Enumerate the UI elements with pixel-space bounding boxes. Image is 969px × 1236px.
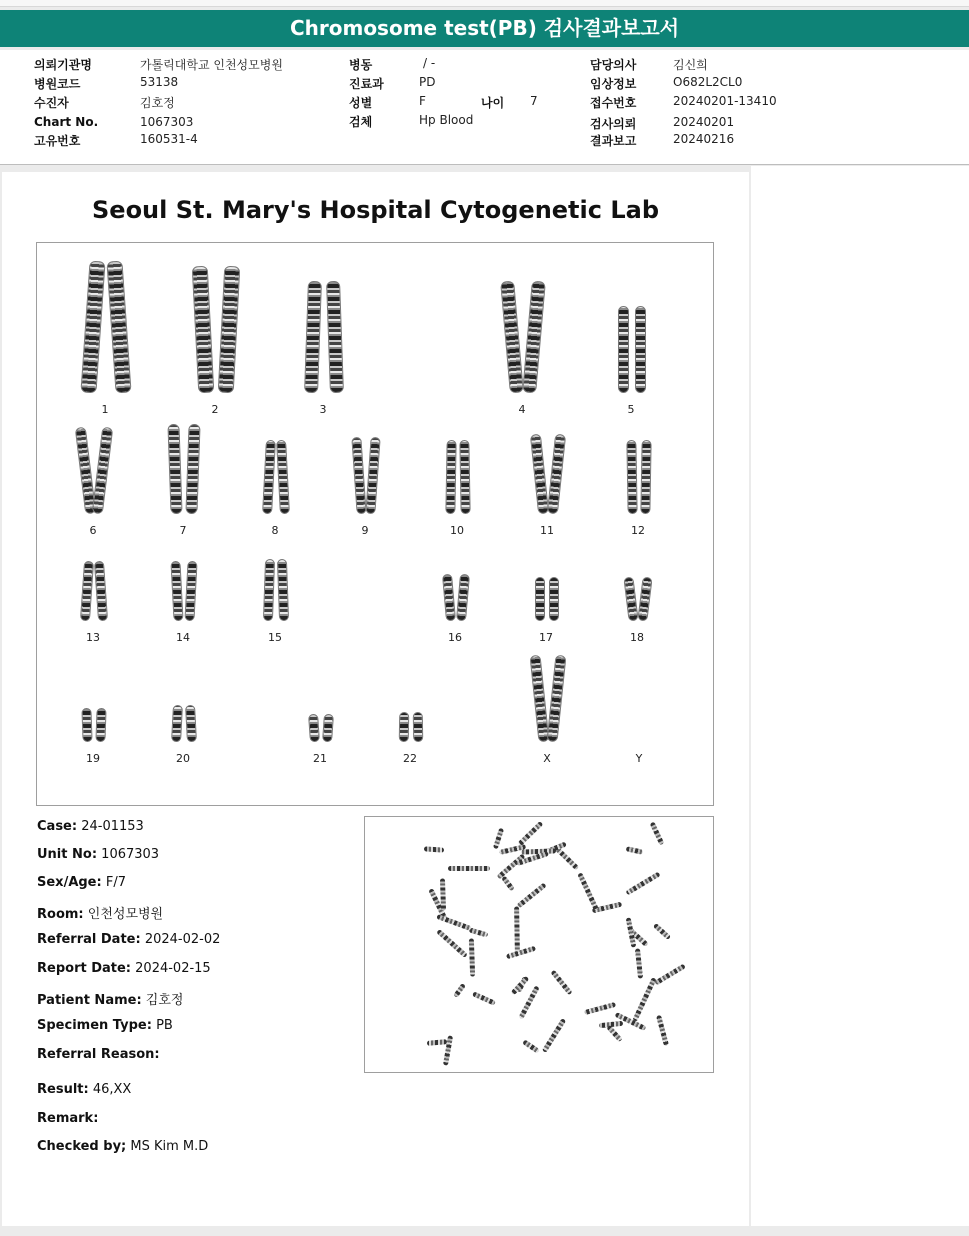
metaphase-chromosome (424, 847, 444, 853)
label-request-date: 검사의뢰 (590, 117, 637, 131)
label-department: 진료과 (349, 77, 384, 91)
metaphase-chromosome (633, 977, 657, 1022)
top-strip (0, 0, 969, 7)
value-patient: 김호정 (140, 96, 175, 110)
chromosome-5-2 (635, 306, 646, 393)
metaphase-chromosome (656, 1015, 669, 1046)
chromosome-label: 13 (86, 631, 100, 644)
metaphase-chromosome (607, 1024, 623, 1041)
label-age: 나이 (481, 96, 505, 110)
value-age: 7 (530, 94, 538, 108)
case-value: 24-01153 (81, 819, 144, 834)
chromosome-label: 7 (179, 524, 187, 537)
chromosome-14-1 (170, 561, 183, 621)
chromosome-8-1 (262, 440, 276, 514)
chromosome-label: 15 (268, 631, 282, 644)
chromosome-1-1 (81, 261, 106, 394)
unit-label: Unit No: (37, 847, 98, 862)
chromosome-7-1 (167, 424, 182, 514)
report-date-value: 2024-02-15 (135, 961, 211, 976)
label-unique-no: 고유번호 (34, 134, 81, 148)
metaphase-chromosome (654, 964, 686, 986)
metaphase-chromosome (505, 946, 535, 960)
label-doctor: 담당의사 (590, 58, 637, 72)
sexage-row (37, 875, 126, 890)
metaphase-chromosome (472, 992, 496, 1006)
metaphase-chromosome (514, 906, 520, 954)
label-patient: 수진자 (34, 96, 69, 110)
patient-info-block (0, 50, 969, 165)
label-specimen: 검체 (349, 115, 373, 129)
metaphase-chromosome (469, 939, 475, 977)
unit-row (37, 847, 159, 862)
chromosome-2-2 (217, 266, 240, 394)
value-institution: 가톨릭대학교 인천성모병원 (140, 58, 283, 72)
chromosome-label: 11 (540, 524, 554, 537)
chromosome-4-1 (500, 281, 524, 394)
value-hospital-code: 53138 (140, 75, 179, 89)
label-ward: 병동 (349, 58, 373, 72)
metaphase-chromosome (625, 871, 660, 895)
case-row (37, 819, 144, 834)
blank-side-panel (751, 166, 969, 1226)
chromosome-4-2 (522, 281, 546, 394)
metaphase-chromosome (578, 873, 599, 911)
room-value: 인천성모병원 (87, 907, 164, 922)
chromosome-label: 22 (403, 752, 417, 765)
chromosome-18-1 (623, 577, 638, 622)
label-institution: 의뢰기관명 (34, 58, 92, 72)
chromosome-label: 16 (448, 631, 462, 644)
metaphase-chromosome (497, 853, 526, 879)
referral-reason-row (37, 1047, 160, 1062)
patient-name-label: Patient Name: (37, 993, 142, 1008)
value-doctor: 김신희 (673, 58, 708, 72)
chromosome-label: 21 (313, 752, 327, 765)
chromosome-label: 19 (86, 752, 100, 765)
chromosome-21-1 (308, 714, 320, 743)
chromosome-8-2 (276, 440, 290, 514)
chromosome-label: 2 (211, 403, 219, 416)
result-label: Result: (37, 1082, 89, 1097)
label-report-date: 결과보고 (590, 134, 637, 148)
chromosome-label: 20 (176, 752, 190, 765)
chromosome-11-1 (530, 434, 549, 515)
lab-title: Seoul St. Mary's Hospital Cytogenetic Lab (92, 196, 659, 224)
chromosome-3-1 (304, 281, 322, 393)
metaphase-chromosome (649, 821, 664, 845)
room-label: Room: (37, 907, 84, 922)
chromosome-label: 18 (630, 631, 644, 644)
sexage-label: Sex/Age: (37, 875, 102, 890)
chromosome-9-1 (351, 437, 366, 515)
referral-date-label: Referral Date: (37, 932, 141, 947)
value-receipt-no: 20240201-13410 (673, 94, 777, 108)
value-report-date: 20240216 (673, 132, 735, 146)
specimen-label: Specimen Type: (37, 1018, 152, 1033)
metaphase-image (364, 816, 714, 1073)
chromosome-20-2 (185, 705, 197, 742)
metaphase-chromosome (542, 1018, 566, 1053)
chromosome-13-2 (94, 561, 108, 622)
value-request-date: 20240201 (673, 115, 735, 129)
chromosome-label: 14 (176, 631, 190, 644)
chromosome-3-2 (326, 281, 344, 393)
chromosome-label: 4 (518, 403, 526, 416)
chromosome-label: X (543, 752, 551, 765)
chromosome-14-2 (185, 561, 198, 621)
label-receipt-no: 접수번호 (590, 96, 637, 110)
chromosome-6-2 (91, 427, 113, 515)
chromosome-20-1 (171, 705, 183, 742)
patient-name-row (37, 989, 183, 1008)
checked-by-label: Checked by; (37, 1139, 127, 1154)
chromosome-label: 6 (89, 524, 97, 537)
chromosome-10-2 (460, 440, 471, 514)
value-unique-no: 160531-4 (140, 132, 198, 146)
remark-label: Remark: (37, 1111, 99, 1126)
metaphase-chromosome (427, 1039, 447, 1046)
result-value: 46,XX (92, 1082, 132, 1097)
label-sex: 성별 (349, 96, 373, 110)
chromosome-17-1 (535, 577, 545, 621)
metaphase-chromosome (517, 821, 543, 846)
chromosome-label: 9 (361, 524, 369, 537)
report-title: Chromosome test(PB) 검사결과보고서 (0, 10, 969, 47)
value-sex: F (419, 94, 426, 108)
metaphase-chromosome (440, 878, 446, 910)
metaphase-chromosome (522, 1039, 540, 1053)
checked-by-row (37, 1139, 208, 1154)
chromosome-21-2 (322, 714, 334, 743)
referral-reason-label: Referral Reason: (37, 1047, 160, 1062)
metaphase-chromosome (502, 875, 516, 891)
specimen-value: PB (156, 1018, 173, 1033)
value-ward: / - (423, 56, 436, 70)
chromosome-12-2 (641, 440, 652, 514)
chromosome-label: 17 (539, 631, 553, 644)
metaphase-chromosome (652, 923, 670, 940)
metaphase-chromosome (468, 928, 488, 938)
chromosome-16-2 (456, 574, 470, 622)
value-clinical-info: O682L2CL0 (673, 75, 743, 89)
metaphase-chromosome (453, 983, 466, 998)
checked-by-value: MS Kim M.D (130, 1139, 209, 1154)
metaphase-chromosome (635, 948, 643, 978)
patient-name-value: 김호정 (145, 993, 184, 1008)
metaphase-chromosome (436, 914, 472, 931)
chromosome-11-2 (546, 434, 565, 515)
label-chart-no: Chart No. (34, 115, 99, 129)
chromosome-22-1 (399, 712, 410, 742)
metaphase-chromosome (516, 883, 546, 909)
chromosome-18-2 (638, 577, 653, 622)
metaphase-chromosome (550, 970, 572, 996)
chromosome-label: 10 (450, 524, 464, 537)
referral-date-row (37, 932, 220, 947)
value-chart-no: 1067303 (140, 115, 194, 129)
chromosome-label: 5 (627, 403, 635, 416)
metaphase-chromosome (584, 1002, 616, 1015)
metaphase-chromosome (437, 929, 469, 958)
metaphase-chromosome (626, 846, 644, 854)
chromosome-label: 8 (271, 524, 279, 537)
chromosome-22-2 (413, 712, 424, 742)
chromosome-X-2 (546, 655, 566, 743)
report-date-label: Report Date: (37, 961, 132, 976)
remark-row (37, 1111, 98, 1126)
chromosome-12-1 (626, 440, 637, 514)
sexage-value: F/7 (105, 875, 126, 890)
chromosome-19-1 (81, 708, 92, 742)
unit-value: 1067303 (101, 847, 160, 862)
chromosome-16-1 (442, 574, 456, 622)
chromosome-2-1 (192, 266, 215, 394)
report-date-row (37, 961, 211, 976)
chromosome-5-1 (618, 306, 629, 393)
karyogram-image (36, 242, 714, 806)
chromosome-1-2 (106, 261, 131, 394)
chromosome-15-1 (263, 559, 275, 621)
chromosome-15-2 (277, 559, 289, 621)
chromosome-label: Y (635, 752, 643, 765)
value-specimen: Hp Blood (419, 113, 474, 127)
label-clinical-info: 임상정보 (590, 77, 637, 91)
room-row (37, 903, 163, 922)
result-row (37, 1082, 131, 1097)
label-hospital-code: 병원코드 (34, 77, 81, 91)
chromosome-label: 3 (319, 403, 327, 416)
chromosome-9-2 (366, 437, 381, 515)
chromosome-label: 1 (101, 403, 109, 416)
chromosome-17-2 (549, 577, 559, 621)
chromosome-label: 12 (631, 524, 645, 537)
chromosome-13-1 (80, 561, 94, 622)
chromosome-7-2 (185, 424, 200, 514)
value-department: PD (419, 75, 436, 89)
referral-date-value: 2024-02-02 (144, 932, 221, 947)
specimen-row (37, 1018, 173, 1033)
metaphase-chromosome (448, 866, 490, 871)
case-label: Case: (37, 819, 78, 834)
chromosome-10-1 (445, 440, 456, 514)
chromosome-19-2 (96, 708, 107, 742)
metaphase-chromosome (493, 827, 504, 849)
